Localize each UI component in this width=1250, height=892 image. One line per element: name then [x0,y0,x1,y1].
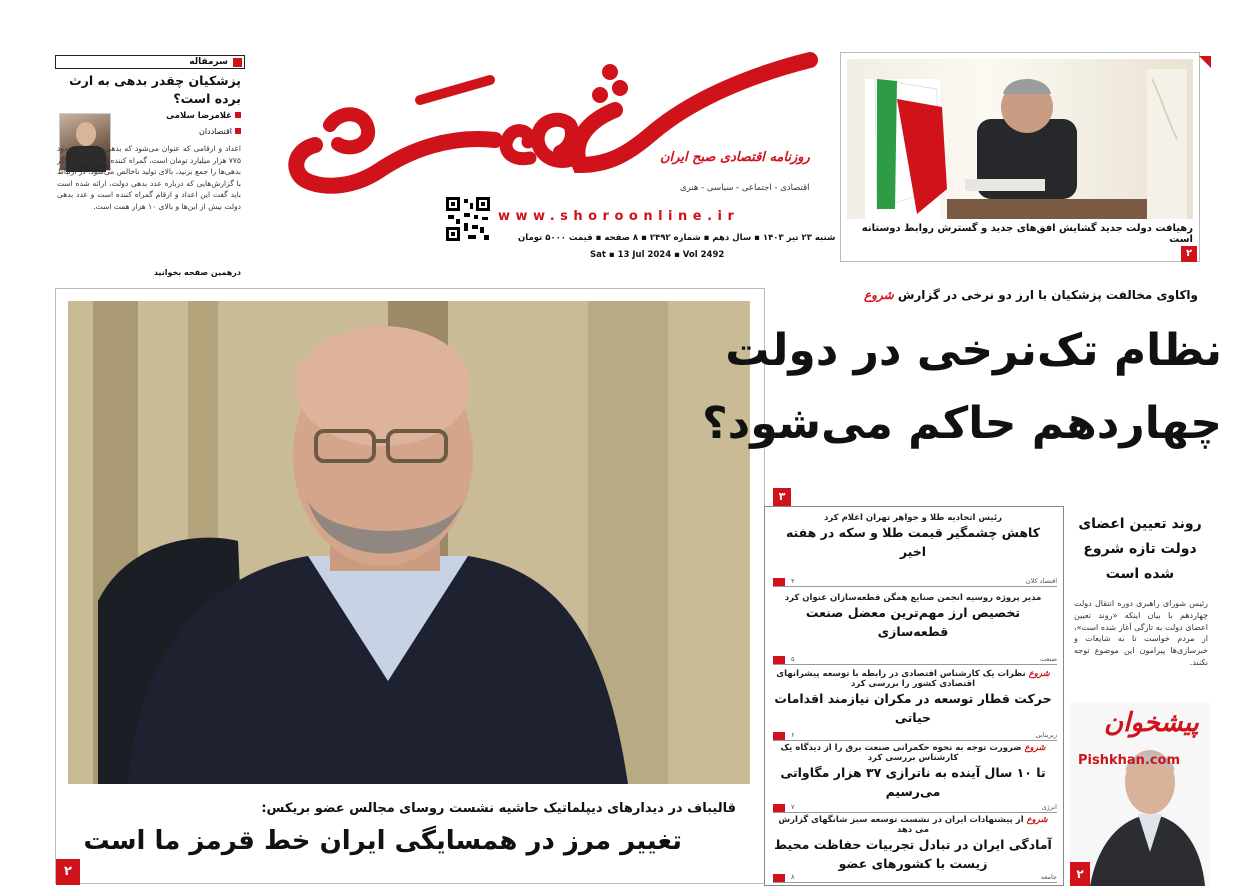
news-page: ۷ [791,803,795,811]
page-number-badge: ۲ [1070,862,1090,886]
editorial-title[interactable]: پزشکیان چقدر بدهی به ارث برده است؟ [69,73,241,106]
newspaper-logo[interactable] [270,40,830,200]
kicker-text: نظرات یک کارشناس اقتصادی در رابطه با توسعه پیشرانهای اقتصادی کشور را بررسی کرد [776,669,1026,689]
author-role: اقتصاددان [198,127,232,136]
news-kicker: رئیس اتحادیه طلا و جواهر تهران اعلام کرد [824,513,1002,523]
lead-headline-line2[interactable]: چهاردهم حاکم می‌شود؟ [702,398,1222,449]
kicker-text: ضرورت توجه به نحوه حکمرانی صنعت برق را از دیدگاه یک کارشناس بررسی کرد [780,743,1022,763]
news-kicker [771,743,1055,763]
news-section: صنعت [1040,655,1057,663]
brand-mark: شروع [1028,669,1050,679]
page-link-icon[interactable] [773,578,785,586]
main-story-photo [68,301,750,784]
page-number-badge: ۲ [1181,246,1197,262]
top-story-box[interactable] [840,52,1200,262]
brand-mark: شروع [1026,815,1048,825]
editorial-label [55,55,245,69]
top-story-caption[interactable]: رهیافت دولت جدید گشایش افق‌های جدید و گسترش روابط دوستانه است [861,223,1193,245]
page-number-badge: ۲ [56,859,80,885]
headline-kicker [864,288,1198,302]
watermark-logo: پیشخوان [1104,708,1199,738]
side-article[interactable] [1070,506,1210,886]
masthead-categories: اقتصادی - اجتماعی - سیاسی - هنری [680,183,810,193]
news-footer [773,577,1057,587]
page-link-icon[interactable] [773,804,785,812]
brand-mark: شروع [864,288,894,302]
website-link[interactable]: www.shoroonline.ir [498,209,740,224]
lead-headline-line1[interactable]: نظام تک‌نرخی در دولت [725,325,1222,376]
brand-mark: شروع [1024,743,1046,753]
news-kicker [771,815,1055,835]
list-item[interactable] [771,815,1055,873]
watermark-url: Pishkhan.com [1078,753,1181,768]
author-name: غلامرضا سلامی [166,111,232,121]
news-footer [773,873,1057,883]
news-footer [773,655,1057,665]
editorial-author-role [199,127,241,136]
issue-info-persian: شنبه ۲۳ تیر ۱۴۰۳ ▪ سال دهم ▪ شماره ۲۴۹۲ ▪ ۸ صفحه ▪ قیمت ۵۰۰۰ تومان [518,233,836,243]
news-section: انرژی [1041,803,1057,811]
news-headline[interactable]: حرکت قطار توسعه در مکران نیازمند اقدامات حیاتی [774,691,1052,725]
side-article-body: رئیس شورای راهبری دوره انتقال دولت چهاردهم با بیان اینکه «روند تعیین اعضای دولت به تازگی آغاز شده است»، از مردم خواست تا به شایعات و خبرسازی‌ها پیرامون این موضوع توجه نکنند. [1074,599,1208,667]
qr-code-icon[interactable] [444,195,492,243]
corner-marker-icon [1199,56,1211,68]
news-section: اقتصاد کلان [1025,577,1057,585]
news-page: ۸ [791,873,795,881]
main-story-supertitle: قالیباف در دیدارهای دیپلماتیک حاشیه نشست روسای مجالس عضو بریکس: [261,801,736,816]
main-photo-story[interactable] [55,288,765,884]
news-section: زیربنایی [1035,731,1057,739]
list-item[interactable] [771,593,1055,641]
list-item[interactable] [771,669,1055,727]
main-story-headline[interactable]: تغییر مرز در همسایگی ایران خط قرمز ما است [83,826,682,856]
news-headline[interactable]: تخصیص ارز مهم‌ترین معضل صنعت قطعه‌سازی [805,605,1021,639]
issue-info-english: Sat ▪ 13 Jul 2024 ▪ Vol 2492 [590,250,725,260]
page-link-icon[interactable] [773,874,785,882]
news-page: ۴ [791,577,795,585]
news-page: ۶ [791,731,795,739]
page-link-icon[interactable] [773,732,785,740]
side-article-title[interactable]: روند تعیین اعضای دولت تازه شروع شده است [1078,516,1202,582]
bullet-icon [235,128,241,134]
news-headline[interactable]: تا ۱۰ سال آینده به ناترازی ۳۷ هزار مگاواتی می‌رسیم [780,765,1046,799]
news-list [764,506,1064,886]
editorial-marker-icon [233,58,242,67]
news-footer [773,803,1057,813]
kicker-text: از پیشنهادات ایران در نشست توسعه سبز شانگهای گزارش می دهد [778,815,1024,835]
masthead-subtitle: روزنامه اقتصادی صبح ایران [660,150,810,165]
news-page: ۵ [791,655,795,663]
editorial-author [166,111,241,121]
editorial-label-text: سرمقاله [189,57,228,67]
read-more-link[interactable]: درهمین صفحه بخوانید [153,268,241,277]
page-link-icon[interactable] [773,656,785,664]
news-footer [773,731,1057,741]
editorial-column [55,55,245,277]
list-item[interactable] [771,743,1055,801]
news-kicker: مدیر پروژه روسیه انجمن صنایع همگن قطعه‌سازان عنوان کرد [784,593,1042,603]
bullet-icon [235,112,241,118]
editorial-body: اعداد و ارقامی که عنوان می‌شود که بدهی دولت در حدود ۷۷۵ هزار میلیارد تومان است، گمراه کننده است؛ چراکه اگر بدهی‌ها را جمع بزنید، بالای تولید ناخالص می‌شود. در ارتباط با گزارش‌هایی که درباره عدد بدهی دولت، ارائه شده است باید گفت این اعداد و ارقام گمراه کننده است و عدد بدهی دولت بیش از این‌ها و بالای ۱۰ هزار همت است. [57,144,241,211]
top-story-photo [847,59,1193,219]
news-kicker [771,669,1055,689]
kicker-text: واکاوی مخالفت پزشکیان با ارز دو نرخی در گزارش [897,288,1198,302]
news-section: جامعه [1040,873,1057,881]
list-item[interactable] [771,513,1055,561]
news-headline[interactable]: کاهش چشمگیر قیمت طلا و سکه در هفته اخیر [785,525,1041,559]
news-headline[interactable]: آمادگی ایران در تبادل تجربیات حفاظت محیط زیست با کشورهای عضو [774,837,1052,871]
page-number-badge: ۳ [773,488,791,506]
